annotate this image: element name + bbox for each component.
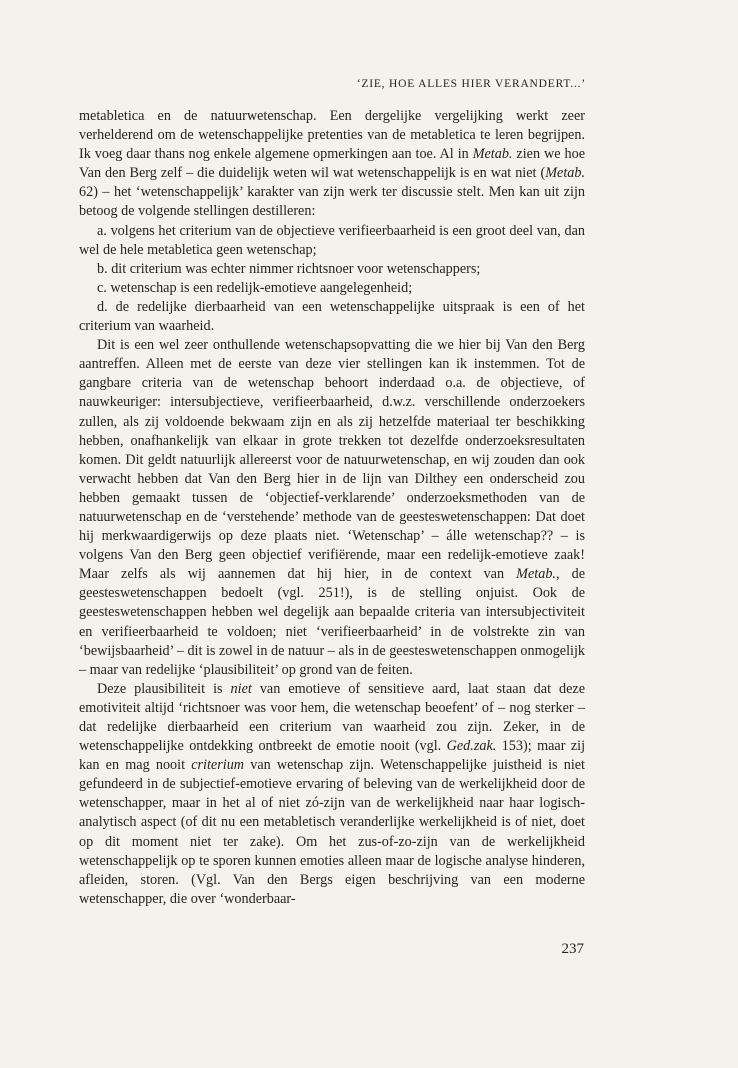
body-text xyxy=(79,107,585,909)
paragraph: Deze plausibiliteit is niet van emotieve of sensitieve aard, laat staan dat deze emotiviteit altijd ‘richtsnoer was voor hem, die wetenschap beoefent’ of – nog sterker – dat redelijke dierbaarheid een criterium van waarheid zou zijn. Zeker, in de wetenschappelijke ontdekking ontbreekt de emotie nooit (vgl. Ged.zak. 153); maar zij kan en mag nooit criterium van wetenschap zijn. Wetenschappelijke juistheid is niet gefundeerd in de subjectief-emotieve ervaring of beleving van de werkelijkheid door de wetenschapper, maar in het al of niet zó-zijn van de werkelijkheid naar haar logisch-analytisch aspect (of dit nu een metabletisch veranderlijke werkelijkheid is of niet, doet op dit moment niet ter zake). Om het zus-of-zo-zijn van de werkelijkheid wetenschappelijk op te sporen kunnen emoties alleen maar de logische analyse hinderen, afleiden, storen. (Vgl. Van den Bergs eigen beschrijving van een moderne wetenschapper, die over ‘wonderbaar- xyxy=(79,680,586,907)
running-head: ‘ZIE, HOE ALLES HIER VERANDERT...’ xyxy=(356,78,586,90)
page-number: 237 xyxy=(561,941,584,957)
paragraph: Dit is een wel zeer onthullende wetenschapsopvatting die we hier bij Van den Berg aantreffen. Alleen met de eerste van deze vier stellingen kan ik instemmen. Tot de gangbare criteria van de wetenschap behoort inderdaad o.a. de objectieve, of nauwkeuriger: intersubjectieve, verifieerbaarheid, d.w.z. verschillende onderzoekers zullen, als zij voldoende bekwaam zijn en als zij hetzelfde materiaal ter beschikking hebben, onafhankelijk van elkaar in grote trekken tot dezelfde onderzoeksresultaten komen. Dit geldt natuurlijk allereerst voor de natuurwetenschap, en wij zouden dan ook verwacht hebben dat Van den Berg hier in de lijn van Dilthey een onderscheid zou hebben gemaakt tussen de ‘objectief-verklarende’ onderzoeksmethoden van de natuurwetenschap en de ‘verstehende’ methode van de geesteswetenschappen: Dat doet hij merkwaardigerwijs op deze plaats niet. ‘Wetenschap’ – álle wetenschap?? – is volgens Van den Berg geen objectief verifiërende, maar een redelijk-emotieve zaak! Maar zelfs als wij aannemen dat hij hier, in de context van Metab., de geesteswetenschappen bedoelt (vgl. 251!), is de stelling onjuist. Ook de geesteswetenschappen hebben wel degelijk aan bepaalde criteria van intersubjectiviteit en verifieerbaarheid te voldoen; niet ‘verifieerbaarheid’ in de volstrekte zin van ‘bewijsbaarheid’ – dit is zowel in de natuur – als in de geesteswetenschappen onmogelijk – maar van redelijke ‘plausibiliteit’ op grond van de feiten. xyxy=(79,337,586,678)
paragraph: metabletica en de natuurwetenschap. Een dergelijke vergelijking werkt zeer verhelderend om de wetenschappelijke pretenties van de metabletica te leren begrijpen. Ik voeg daar thans nog enkele algemene opmerkingen aan toe. Al in Metab. zien we hoe Van den Berg zelf – die duidelijk weten wil wat wetenschappelijk is en wat niet (Metab. 62) – het ‘wetenschappelijk’ karakter van zijn werk ter discussie stelt. Men kan uit zijn betoog de volgende stellingen destilleren: xyxy=(79,108,585,220)
paragraph: c. wetenschap is een redelijk-emotieve aangelegenheid; xyxy=(97,279,413,296)
paragraph: d. de redelijke dierbaarheid van een wetenschappelijke uitspraak is een of het criterium van waarheid. xyxy=(79,298,585,335)
paragraph: b. dit criterium was echter nimmer richtsnoer voor wetenschappers; xyxy=(97,260,481,277)
paragraph: a. volgens het criterium van de objectieve verifieerbaarheid is een groot deel van, dan wel de hele metabletica geen wetenschap; xyxy=(79,222,585,258)
